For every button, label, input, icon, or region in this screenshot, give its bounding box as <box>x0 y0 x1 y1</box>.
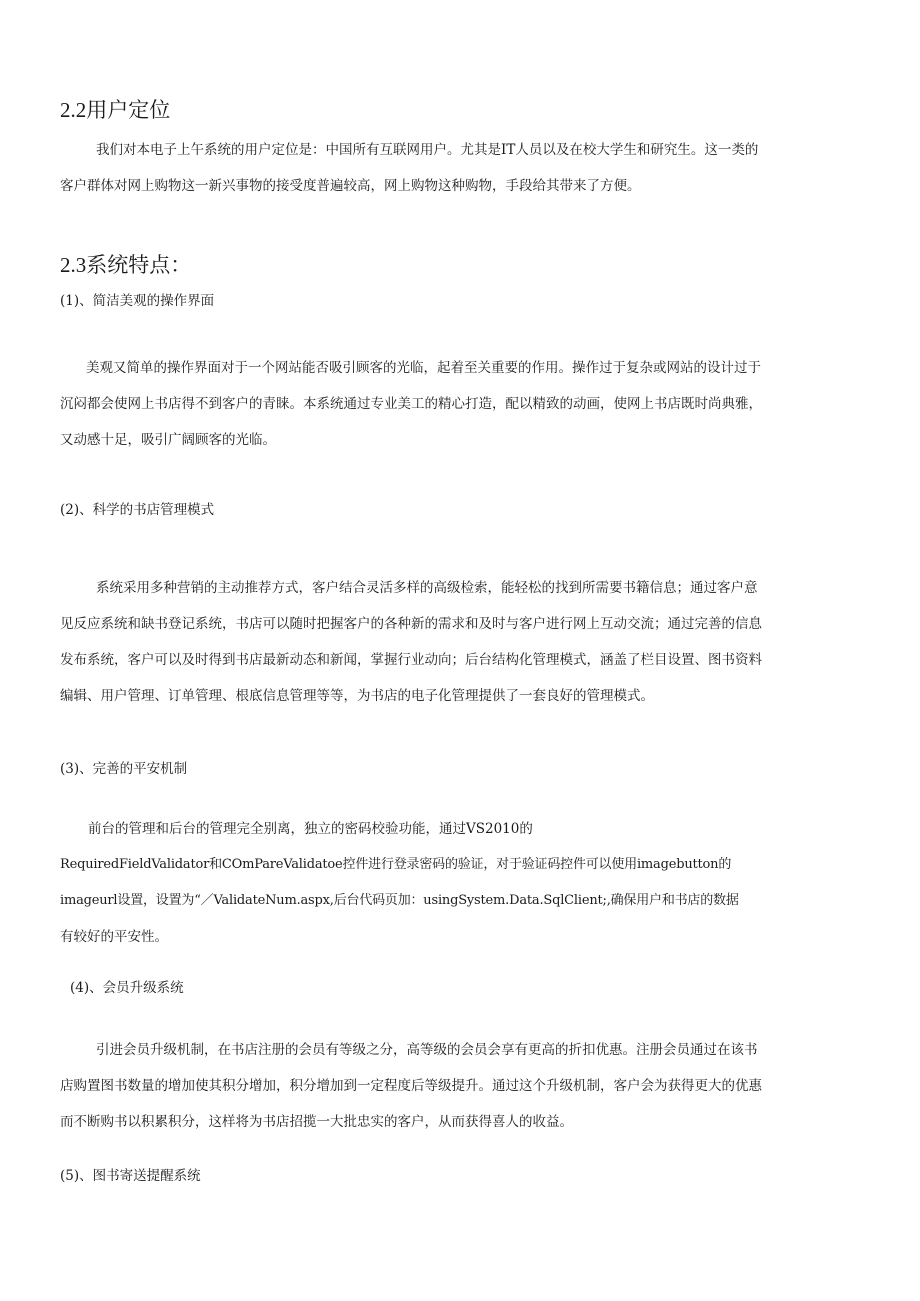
paragraph-line: 沉闷都会使网上书店得不到客户的青睐。本系统通过专业美工的精心打造，配以精致的动画，使网上书店既时尚典雅， <box>60 396 762 412</box>
section-2-2-paragraph <box>60 132 860 204</box>
paragraph-line: 系统采用多种营销的主动推荐方式，客户结合灵活多样的高级检索，能轻松的找到所需要书籍信息；通过客户意 <box>96 580 758 596</box>
paragraph-line: RequiredFieldValidator和COmPareValidatoe控件进行登录密码的验证，对于验证码控件可以使用imagebutton的 <box>60 857 732 872</box>
paragraph-line: 有较好的平安性。 <box>60 929 168 945</box>
feature-1-paragraph <box>60 350 860 458</box>
paragraph-line: 又动感十足，吸引广阔顾客的光临。 <box>60 432 276 448</box>
feature-4-heading: (4)、会员升级系统 <box>70 980 184 996</box>
feature-4-paragraph <box>60 1032 860 1140</box>
paragraph-line: 前台的管理和后台的管理完全别离，独立的密码校验功能，通过VS2010的 <box>88 821 533 837</box>
feature-2-heading: (2)、科学的书店管理模式 <box>60 502 215 518</box>
paragraph-line: 发布系统，客户可以及时得到书店最新动态和新闻，掌握行业动向；后台结构化管理模式，涵盖了栏目设置、图书资料 <box>60 652 762 668</box>
paragraph-line: 店购置图书数量的增加使其积分增加，积分增加到一定程度后等级提升。通过这个升级机制，客户会为获得更大的优惠 <box>60 1078 762 1094</box>
feature-1-heading: (1)、简洁美观的操作界面 <box>60 293 215 309</box>
paragraph-line: 编辑、用户管理、订单管理、根底信息管理等等，为书店的电子化管理提供了一套良好的管理模式。 <box>60 688 654 704</box>
section-2-2-title: 2.2用户定位 <box>60 98 171 122</box>
feature-3-paragraph <box>60 811 860 955</box>
paragraph-line: 客户群体对网上购物这一新兴事物的接受度普遍较高，网上购物这种购物，手段给其带来了方便。 <box>60 178 641 194</box>
paragraph-line: 见反应系统和缺书登记系统，书店可以随时把握客户的各种新的需求和及时与客户进行网上互动交流；通过完善的信息 <box>60 616 762 632</box>
paragraph-line: 引进会员升级机制，在书店注册的会员有等级之分，高等级的会员会享有更高的折扣优惠。注册会员通过在该书 <box>96 1042 758 1058</box>
feature-3-heading: (3)、完善的平安机制 <box>60 761 188 777</box>
section-2-3-title: 2.3系统特点： <box>60 253 192 277</box>
feature-2-paragraph <box>60 570 860 714</box>
paragraph-line: 而不断购书以积累积分，这样将为书店招揽一大批忠实的客户，从而获得喜人的收益。 <box>60 1114 573 1130</box>
paragraph-line: 我们对本电子上午系统的用户定位是：中国所有互联网用户。尤其是IT人员以及在校大学生和研究生。这一类的 <box>96 142 759 158</box>
feature-5-heading: (5)、图书寄送提醒系统 <box>60 1168 201 1184</box>
paragraph-line: 美观又简单的操作界面对于一个网站能否吸引顾客的光临，起着至关重要的作用。操作过于复杂或网站的设计过于 <box>86 360 761 376</box>
paragraph-line: imageurl设置，设置为“／ValidateNum.aspx,后台代码页加：usingSystem.Data.SqlClient;,确保用户和书店的数据 <box>60 893 739 908</box>
